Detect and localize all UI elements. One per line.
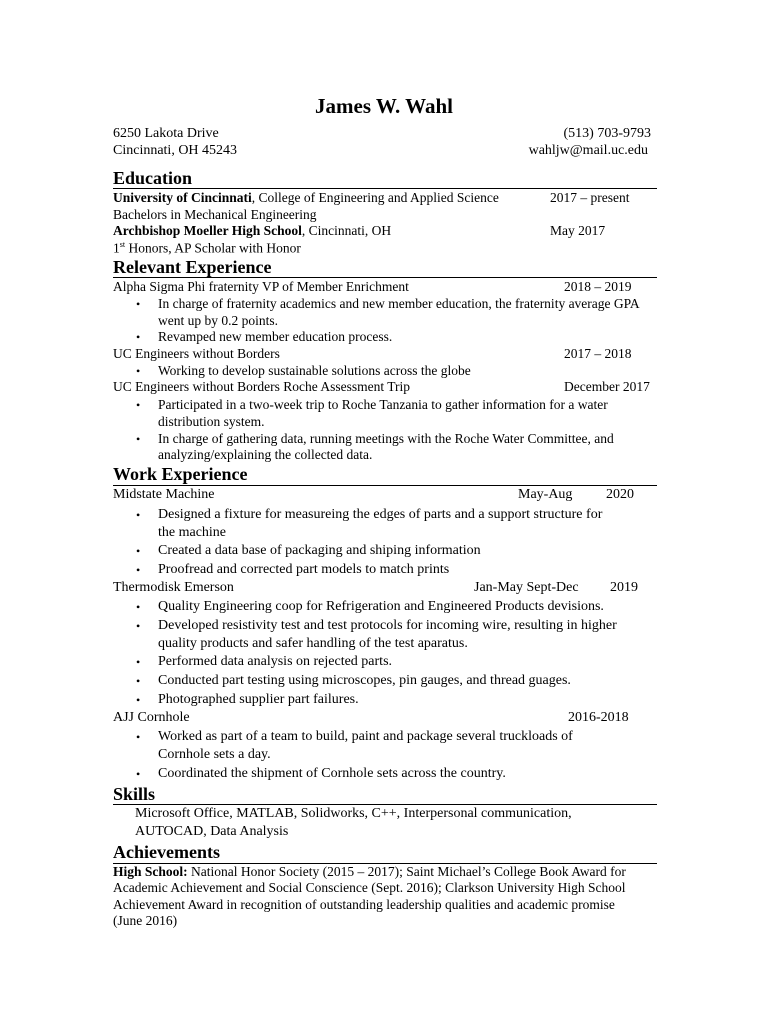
ajj-dates: 2016-2018 <box>568 710 629 725</box>
msm-year: 2020 <box>606 487 634 502</box>
asp-bullet-1-line-1: In charge of fraternity academics and new member education, the fraternity average GPA <box>158 296 640 311</box>
work-experience-divider <box>113 485 657 486</box>
asp-bullet-2: Revamped new member education process. <box>158 329 393 344</box>
asp-title: Alpha Sigma Phi fraternity VP of Member Enrichment <box>113 279 409 294</box>
ajj-bullet-1-line-2: Cornhole sets a day. <box>158 747 271 762</box>
education-heading: Education <box>113 168 193 188</box>
relevant-experience-divider <box>113 277 657 278</box>
uc-college: , College of Engineering and Applied Science <box>251 190 499 205</box>
achievements-line-3: Achievement Award in recognition of outstanding leadership qualities and academic promise <box>113 897 615 912</box>
hs-honors <box>113 241 301 255</box>
te-bullet-5: Photographed supplier part failures. <box>158 692 359 707</box>
achievements-line-1 <box>113 865 626 879</box>
uc-school: University of Cincinnati <box>113 190 252 205</box>
bullet-icon: • <box>136 297 141 311</box>
achievements-line-4: (June 2016) <box>113 913 178 928</box>
achievements-line-1-text: National Honor Society (2015 – 2017); Saint Michael’s College Book Award for <box>187 864 626 879</box>
hs-school: Archbishop Moeller High School <box>113 223 302 238</box>
te-bullet-1: Quality Engineering coop for Refrigeration and Engineered Products devisions. <box>158 599 604 614</box>
phone-number: (513) 703-9793 <box>563 126 651 141</box>
bullet-icon: • <box>136 398 141 412</box>
bullet-icon: • <box>136 544 141 558</box>
ajj-bullet-1-line-1: Worked as part of a team to build, paint and package several truckloads of <box>158 729 573 744</box>
hs-dates: May 2017 <box>550 223 606 238</box>
candidate-name: James W. Wahl <box>315 94 453 118</box>
asp-bullet-1-line-2: went up by 0.2 points. <box>158 313 278 328</box>
msm-bullet-2: Created a data base of packaging and shiping information <box>158 543 481 558</box>
skills-heading: Skills <box>113 784 156 804</box>
uc-degree: Bachelors in Mechanical Engineering <box>113 207 317 222</box>
msm-title: Midstate Machine <box>113 487 215 502</box>
work-experience-heading: Work Experience <box>113 464 248 484</box>
msm-bullet-3: Proofread and corrected part models to match prints <box>158 562 450 577</box>
trip-bullet-1-line-1: Participated in a two-week trip to Roche Tanzania to gather information for a water <box>158 397 608 412</box>
bullet-icon: • <box>136 767 141 781</box>
te-bullet-4: Conducted part testing using microscopes, pin gauges, and thread guages. <box>158 673 571 688</box>
hs-entry <box>113 224 391 238</box>
achievements-heading: Achievements <box>113 842 220 862</box>
te-months: Jan-May Sept-Dec <box>474 580 579 595</box>
bullet-icon: • <box>136 364 141 378</box>
honor-rank-suffix: st <box>119 240 126 249</box>
honor-rank-number: 1 <box>113 240 120 256</box>
trip-bullet-2-line-1: In charge of gathering data, running meetings with the Roche Water Committee, and <box>158 431 614 446</box>
honor-text: Honors, AP Scholar with Honor <box>125 240 301 256</box>
skills-line-1: Microsoft Office, MATLAB, Solidworks, C++, Interpersonal communication, <box>135 806 572 821</box>
bullet-icon: • <box>136 432 141 446</box>
te-bullet-3: Performed data analysis on rejected parts. <box>158 654 393 669</box>
msm-bullet-1-line-1: Designed a fixture for measureing the edges of parts and a support structure for <box>158 507 603 522</box>
achievements-label: High School: <box>113 864 188 879</box>
ewb-title: UC Engineers without Borders <box>113 346 280 361</box>
te-title: Thermodisk Emerson <box>113 580 234 595</box>
relevant-experience-heading: Relevant Experience <box>113 257 272 277</box>
trip-bullet-2-line-2: analyzing/explaining the collected data. <box>158 447 373 462</box>
te-bullet-2-line-1: Developed resistivity test and test protocols for incoming wire, resulting in higher <box>158 618 617 633</box>
asp-dates: 2018 – 2019 <box>564 279 632 294</box>
bullet-icon: • <box>136 693 141 707</box>
bullet-icon: • <box>136 563 141 577</box>
trip-title: UC Engineers without Borders Roche Assessment Trip <box>113 379 410 394</box>
skills-line-2: AUTOCAD, Data Analysis <box>135 824 289 839</box>
trip-dates: December 2017 <box>564 379 650 394</box>
ajj-title: AJJ Cornhole <box>113 710 190 725</box>
achievements-line-2: Academic Achievement and Social Conscience (Sept. 2016); Clarkson University High School <box>113 880 626 895</box>
bullet-icon: • <box>136 655 141 669</box>
ajj-bullet-2: Coordinated the shipment of Cornhole sets across the country. <box>158 766 506 781</box>
email-address: wahljw@mail.uc.edu <box>528 143 648 158</box>
hs-location: , Cincinnati, OH <box>301 223 392 238</box>
uc-entry <box>113 191 499 205</box>
bullet-icon: • <box>136 730 141 744</box>
bullet-icon: • <box>136 674 141 688</box>
trip-bullet-1-line-2: distribution system. <box>158 414 265 429</box>
bullet-icon: • <box>136 330 141 344</box>
bullet-icon: • <box>136 619 141 633</box>
skills-divider <box>113 804 657 805</box>
bullet-icon: • <box>136 600 141 614</box>
education-divider <box>113 188 657 189</box>
address-line-1: 6250 Lakota Drive <box>113 126 219 141</box>
address-line-2: Cincinnati, OH 45243 <box>113 143 238 158</box>
ewb-dates: 2017 – 2018 <box>564 346 632 361</box>
te-year: 2019 <box>610 580 638 595</box>
te-bullet-2-line-2: quality products and safer handling of the test aparatus. <box>158 636 468 651</box>
msm-months: May-Aug <box>518 487 573 502</box>
bullet-icon: • <box>136 508 141 522</box>
ewb-bullet-1: Working to develop sustainable solutions across the globe <box>158 363 471 378</box>
uc-dates: 2017 – present <box>550 190 630 205</box>
msm-bullet-1-line-2: the machine <box>158 525 227 540</box>
